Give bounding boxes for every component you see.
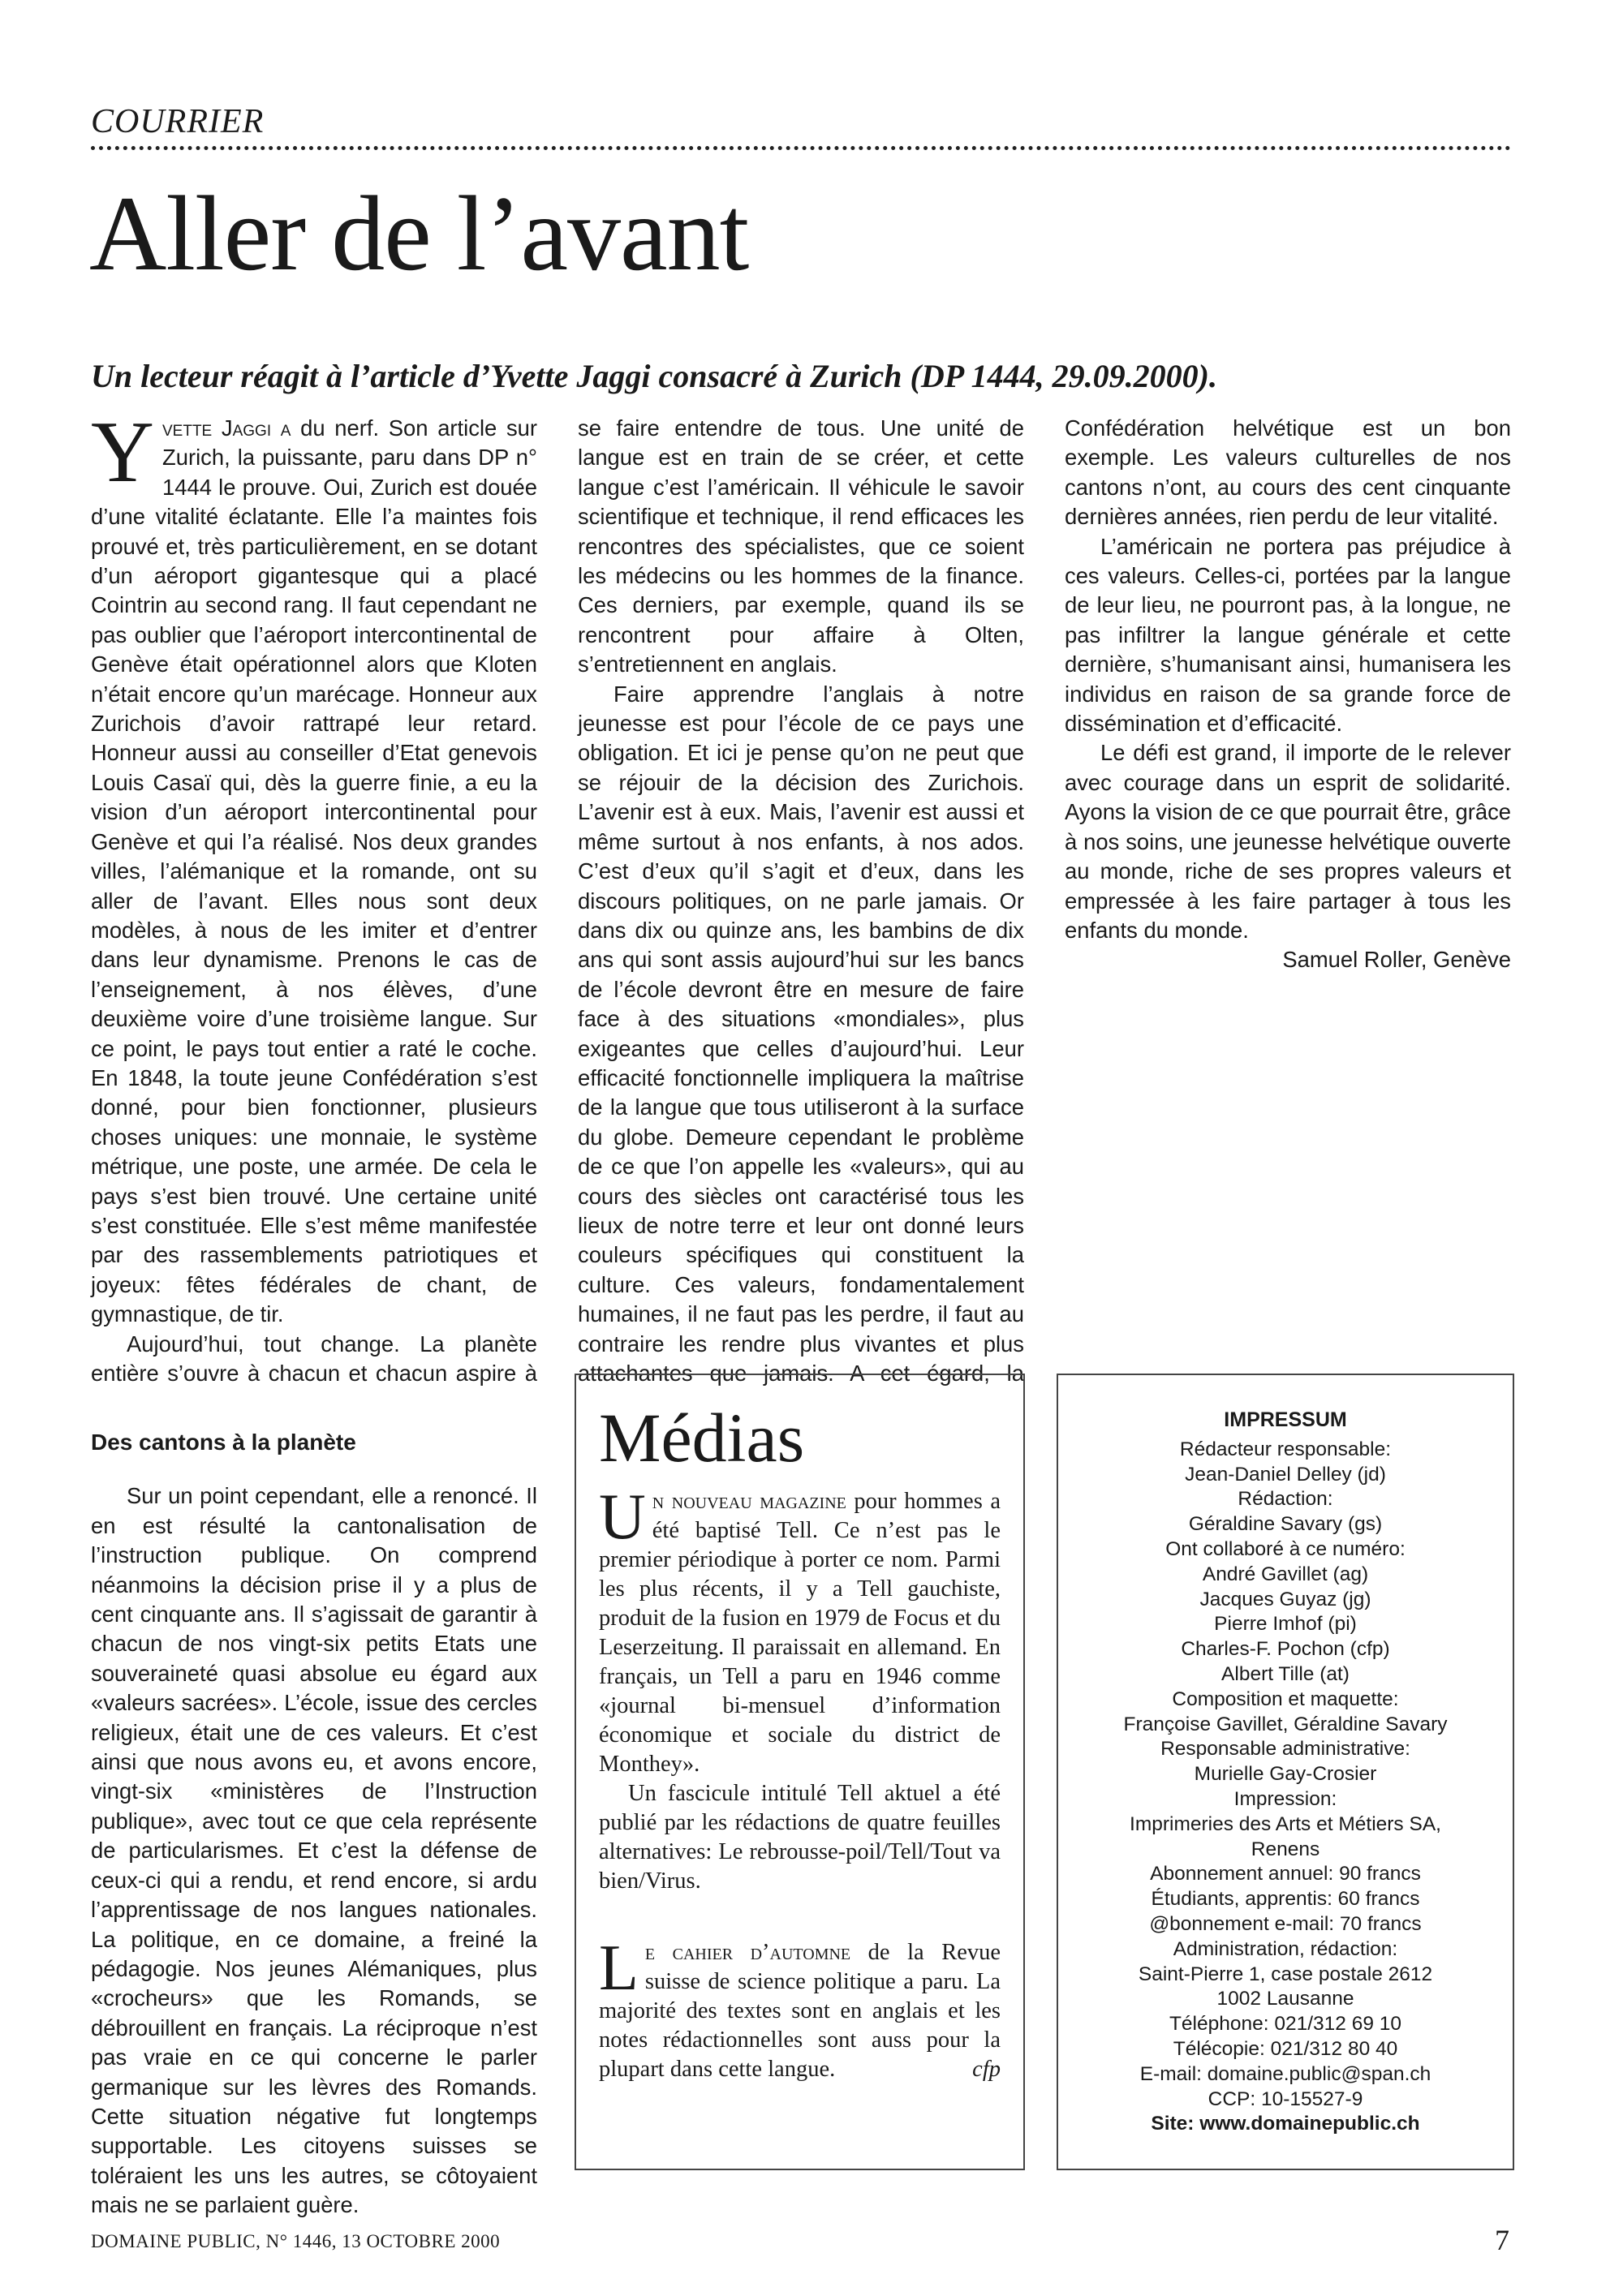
impressum-line: Jacques Guyaz (jg) [1199, 1588, 1371, 1610]
paragraph-text: du nerf. Son article sur Zurich, la puissante, paru dans DP n° 1444 le prouve. Oui, Zurich est douée d’une vitalité éclatante. Elle l’a maintes fois prouvé et, très particulièrement, en se dotant d’un aéroport gigantesque qui a placé Cointrin au second rang. Il faut cependant ne pas oublier que l’aéroport intercontinental de Genève était opérationnel alors que Kloten n’était encore qu’un marécage. Honneur aux Zurichois d’avoir rattrapé leur retard. Honneur aussi au conseiller d’Etat genevois Louis Casaï qui, dès la guerre finie, a eu la vision d’un aéroport intercontinental pour Genève et qui l’a réalisé. Nos deux grandes villes, l’alémanique et la romande, ont su aller de l’avant. Elles nous sont deux modèles, à nous de les imiter et d’entrer dans leur dynamisme. Prenons le cas de l’enseignement, à nos élèves, d’une deuxième voire d’une troisième langue. Sur ce point, le pays tout entier a raté le coche. En 1848, la toute jeune Confédération s’est donné, pour bien fonctionner, plusieurs choses uniques: une monnaie, le système métrique, une poste, une armée. De cela le pays s’est bien trouvé. Une certaine unité s’est constituée. Elle s’est même manifestée par des rassemblements patriotiques et joyeux: fêtes fédérales de chant, de gymnastique, de tir. [91, 415, 537, 1327]
article-title: Aller de l’avant [89, 174, 749, 293]
impressum-line: 1002 Lausanne [1216, 1988, 1354, 2010]
lead-smallcaps: n nouveau magazine [652, 1489, 846, 1514]
paragraph-text: de la Revue suisse de science politique a paru. La majorité des textes sont en anglais et les notes rédactionnelles sont auss pour la plupart dans cette langue. [599, 1940, 1001, 2082]
impressum-line: Albert Tille (at) [1221, 1662, 1350, 1685]
article-lead: Un lecteur réagit à l’article d’Yvette Jaggi consacré à Zurich (DP 1444, 29.09.2000). [91, 358, 1217, 394]
article-body [91, 404, 1511, 1395]
impressum-line: Imprimeries des Arts et Métiers SA, [1130, 1812, 1441, 1835]
medias-box [575, 1374, 1025, 2170]
impressum-line: Responsable administrative: [1160, 1738, 1410, 1761]
impressum-line: Saint-Pierre 1, case postale 2612 [1138, 1963, 1433, 1985]
paragraph-text: pour hommes a été baptisé Tell. Ce n’est pas le premier périodique à porter ce nom. Parmi les plus récents, il y a Tell gauchiste, produit de la fusion en 1979 de Focus et du Leserzeitung. Il paraissait en allemand. En français, un Tell a paru en 1946 comme «journal bi-mensuel d’information économique et sociale du district de Monthey». [599, 1489, 1001, 1777]
impressum-line: Impression: [1233, 1787, 1337, 1810]
impressum-line: Administration, rédaction: [1173, 1937, 1398, 1960]
impressum-line: Murielle Gay-Crosier [1194, 1763, 1377, 1786]
impressum-line: Charles-F. Pochon (cfp) [1181, 1638, 1390, 1661]
article-paragraph: Le défi est grand, il importe de le relever avec courage dans un esprit de solidarité. Ayons la vision de ce que pourrait être, grâce à nos soins, une jeunesse helvétique ouverte au monde, riche de ses propres valeurs et empressée à les faire partager à tous les enfants du monde. [1065, 740, 1511, 943]
impressum-line: Téléphone: 021/312 69 10 [1169, 2013, 1402, 2036]
impressum-title: IMPRESSUM [1224, 1408, 1347, 1431]
impressum-line: Rédaction: [1238, 1488, 1333, 1511]
impressum-line: Françoise Gavillet, Géraldine Savary [1123, 1713, 1448, 1735]
article-paragraph [91, 404, 537, 1330]
medias-signature: cfp [972, 2057, 1001, 2082]
impressum-line: Étudiants, apprentis: 60 francs [1151, 1888, 1420, 1911]
impressum-line: Rédacteur responsable: [1179, 1438, 1392, 1460]
article-signature: Samuel Roller, Genève [1282, 947, 1511, 973]
impressum-line: Géraldine Savary (gs) [1188, 1513, 1383, 1536]
impressum-line: Pierre Imhof (pi) [1214, 1613, 1357, 1636]
article-paragraph: L’américain ne portera pas préjudice à ces valeurs. Celles-ci, portées par la langue de leur lieu, ne pourront pas, à la longue, ne pas infiltrer la langue générale et cette dernière, s’humanisant ainsi, humanisera les individus en raison de sa grande force de dissémination et d’efficacité. [1065, 533, 1511, 737]
drop-cap: L [599, 1933, 639, 2004]
medias-paragraph [599, 1933, 1001, 2084]
impressum-line: Jean-Daniel Delley (jd) [1185, 1463, 1386, 1486]
impressum-line: Renens [1251, 1838, 1320, 1860]
article-continuation [91, 1397, 537, 2221]
impressum-line: Ont collaboré à ce numéro: [1165, 1537, 1406, 1560]
impressum-line: Abonnement annuel: 90 francs [1150, 1863, 1421, 1885]
drop-cap: U [599, 1481, 646, 1553]
dotted-rule [91, 146, 1511, 150]
article-paragraph: Sur un point cependant, elle a renoncé. Il en est résulté la cantonalisation de l’instruction publique. On comprend néanmoins la décision prise il y a plus de cent cinquante ans. Il s’agissait de garantir à chacun de nos vingt-six petits Etats une souveraineté quasi absolue eu égard aux «valeurs sacrées». L’école, issue des cercles religieux, était une de ces valeurs. Et c’est ainsi que nous avons eu, et avons encore, vingt-six «ministères de l’Instruction publique», avec tout ce que cela représente de particularismes. Et c’est la défense de ceux-ci qui a rendu, et rend encore, si ardu l’apprentissage de nos langues nationales. La politique, en ce domaine, a freiné la pédagogie. Nos jeunes Alémaniques, plus «crocheurs» que les Romands, se débrouillent en français. La réciproque n’est pas vraie en ce qui concerne le parler germanique sur les lèvres des Romands. Cette situation négative fut longtemps supportable. Les citoyens suisses se toléraient les uns les autres, se côtoyaient mais ne se parlaient guère. [91, 1483, 537, 2218]
article-subheading: Des cantons à la planète [91, 1430, 356, 1455]
impressum-line: @bonnement e-mail: 70 francs [1149, 1912, 1422, 1935]
medias-paragraph [599, 1481, 1001, 1779]
impressum-line: André Gavillet (ag) [1202, 1563, 1369, 1585]
medias-paragraph: Un fascicule intitulé Tell aktuel a été publié par les rédactions de quatre feuilles alternatives: Le rebrousse-poil/Tell/Tout va bien/Virus. [599, 1781, 1001, 1894]
impressum-website: Site: www.domainepublic.ch [1151, 2113, 1420, 2135]
impressum-line: Télécopie: 021/312 80 40 [1173, 2037, 1398, 2060]
lead-smallcaps: e cahier d’automne [644, 1940, 851, 1965]
article-paragraph: Faire apprendre l’anglais à notre jeunesse est pour l’école de ce pays une obligation. Et ici je pense qu’on ne peut que se réjouir de la décision des Zurichois. L’avenir est à eux. Mais, l’avenir est aussi et même surtout à nos enfants, à nos ados. C’est d’eux qu’il s’agit et d’eux, dans les discours politiques, on ne parle jamais. Or dans dix ou quinze ans, les bambins de dix ans qui sont assis aujourd’hui sur les bancs de l’école devront être en mesure de faire face à des situations «mondiales», plus exigeantes que celles d’aujourd’hui. Leur efficacité fonctionnelle impliquera la maîtrise de la langue que tous utiliseront à la surface du globe. Demeure cependant le problème de ce que l’on appelle les «valeurs», qui au cours des siècles ont caractérisé tous les lieux de notre terre et leur ont donné leurs couleurs spécifiques qui constituent la culture. Ces valeurs, fondamentalement humaines, il ne faut pas les perdre, il faut au contraire les rendre plus vivantes et plus attachantes que jamais. A cet égard, la Confédération helvétique est un bon exemple. Les valeurs culturelles de nos cantons n’ont, au cours des cent cinquante dernières années, rien perdu de leur vitalité. [578, 415, 1511, 1386]
page-footer: DOMAINE PUBLIC, N° 1446, 13 OCTOBRE 2000 [91, 2231, 501, 2251]
page-number: 7 [1495, 2224, 1509, 2256]
drop-cap: Y [91, 404, 154, 501]
impressum-line: Composition et maquette: [1172, 1688, 1399, 1710]
impressum-line: E-mail: domaine.public@span.ch [1139, 2062, 1431, 2085]
article-paragraph: Aujourd’hui, tout change. La planète entière s’ouvre à chacun et chacun aspire à se faire entendre de tous. Une unité de langue est en train de se créer, et cette langue c’est l’américain. Il véhicule le savoir scientifique et technique, il rend efficaces les rencontres des spécialistes, que ce soient les médecins ou les hommes de la finance. Ces derniers, par exemple, quand ils se rencontrent pour affaire à Olten, s’entretiennent en anglais. [91, 415, 1024, 1386]
opening-smallcaps: vette Jaggi a [162, 415, 291, 441]
section-rubric: COURRIER [91, 103, 265, 140]
impressum-line: CCP: 10-15527-9 [1208, 2087, 1363, 2110]
medias-title: Médias [599, 1399, 805, 1477]
impressum-box [1057, 1374, 1514, 2170]
